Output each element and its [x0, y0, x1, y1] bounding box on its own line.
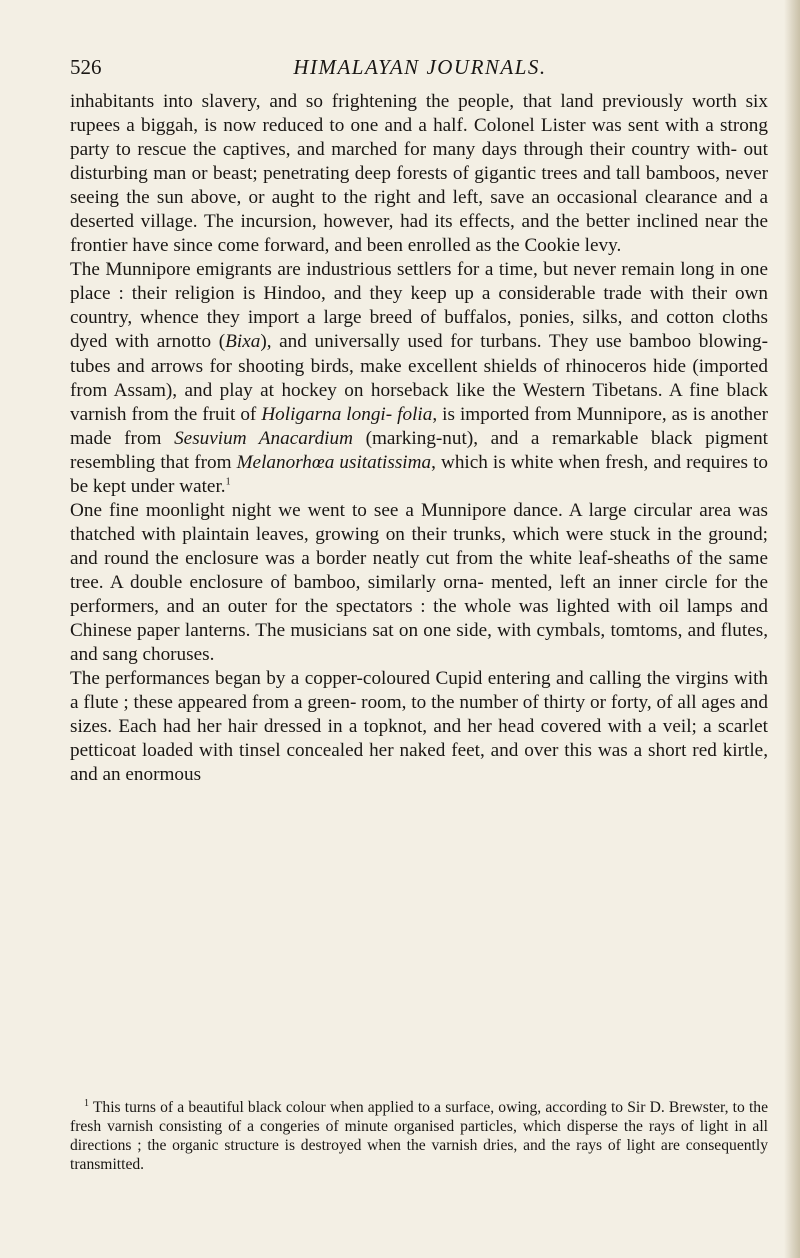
paragraph-4: The performances began by a copper-coloured Cupid entering and calling the virgins with a flute ; these appeared from a green- room, to the number of thirty or forty, of all ages and sizes. Each had her hair dressed in a topknot, and her head covered with a veil; a scarlet petticoat loaded with tinsel concealed her naked feet, and over this was a short red kirtle, and an enormous [70, 668, 768, 786]
page-edge-shadow [784, 0, 800, 1258]
footnote-mark: 1 [84, 1097, 89, 1109]
paragraph-3: One fine moonlight night we went to see a Munnipore dance. A large circular area was thatched with plaintain leaves, growing on their trunks, which were stuck in the ground; and round the enclosure was a border neatly cut from the white leaf-sheaths of the same tree. A double enclosure of bamboo, similarly orna- mented, left an inner circle for the performers, and an outer for the spectators : the whole was lighted with oil lamps and Chinese paper lanterns. The musicians sat on one side, with cymbals, tomtoms, and flutes, and sang choruses. [70, 499, 768, 666]
page-number: 526 [70, 55, 102, 79]
species-sesuvium: Sesuvium Anacardium [174, 427, 353, 449]
paragraph-2 [70, 258, 768, 498]
footnote [70, 1098, 768, 1174]
species-holigarna: Holigarna longi- folia [261, 403, 433, 425]
page-header [70, 50, 770, 84]
species-bixa: Bixa [225, 331, 261, 353]
paragraph-2-text-5: , which is white when fresh, and requires to be kept under water. [70, 451, 768, 497]
paragraph-2-text-1: The Munnipore emigrants are industrious settlers for a time, but never remain long in one place : their religion is Hindoo, and they keep up a considerable trade with their own country, whence they import a large breed of buffalos, ponies, silks, and cotton cloths dyed with arnotto ( [70, 259, 768, 353]
paragraph-2-text-4: (marking-nut), and a remarkable black pigment resembling that from [70, 427, 768, 473]
footnote-text: This turns of a beautiful black colour when applied to a surface, owing, according to Sir D. Brewster, to the fresh varnish consisting of a congeries of minute organised particles, which disperse the rays of light in all directions ; the organic structure is destroyed when the varnish dries, and the rays of light are consequently transmitted. [70, 1099, 768, 1173]
species-melanorhoea: Melanorhœa usitatissima [236, 451, 432, 473]
paragraph-2-text-3: , is imported from Munnipore, as is another made from [70, 403, 769, 449]
paragraph-1: inhabitants into slavery, and so frightening the people, that land previously worth six rupees a biggah, is now reduced to one and a half. Colonel Lister was sent with a strong party to rescue the captives, and marched for many days through their country with- out disturbing man or beast; penetrating deep forests of gigantic trees and tall bamboos, never seeing the sun above, or aught to the right and left, save an occasional clearance and a deserted village. The incursion, however, had its effects, and the better inclined near the frontier have since come forward, and been enrolled as the Cookie levy. [70, 91, 768, 257]
running-head: HIMALAYAN JOURNALS. [293, 55, 547, 79]
paragraph-2-text-2: ), and universally used for turbans. They use bamboo blowing-tubes and arrows for shooting birds, make excellent shields of rhinoceros hide (imported from Assam), and play at hockey on horseback like the Western Tibetans. A fine black varnish from the fruit of [70, 331, 768, 425]
footnote-reference[interactable]: 1 [225, 476, 231, 488]
body-text [70, 90, 768, 787]
